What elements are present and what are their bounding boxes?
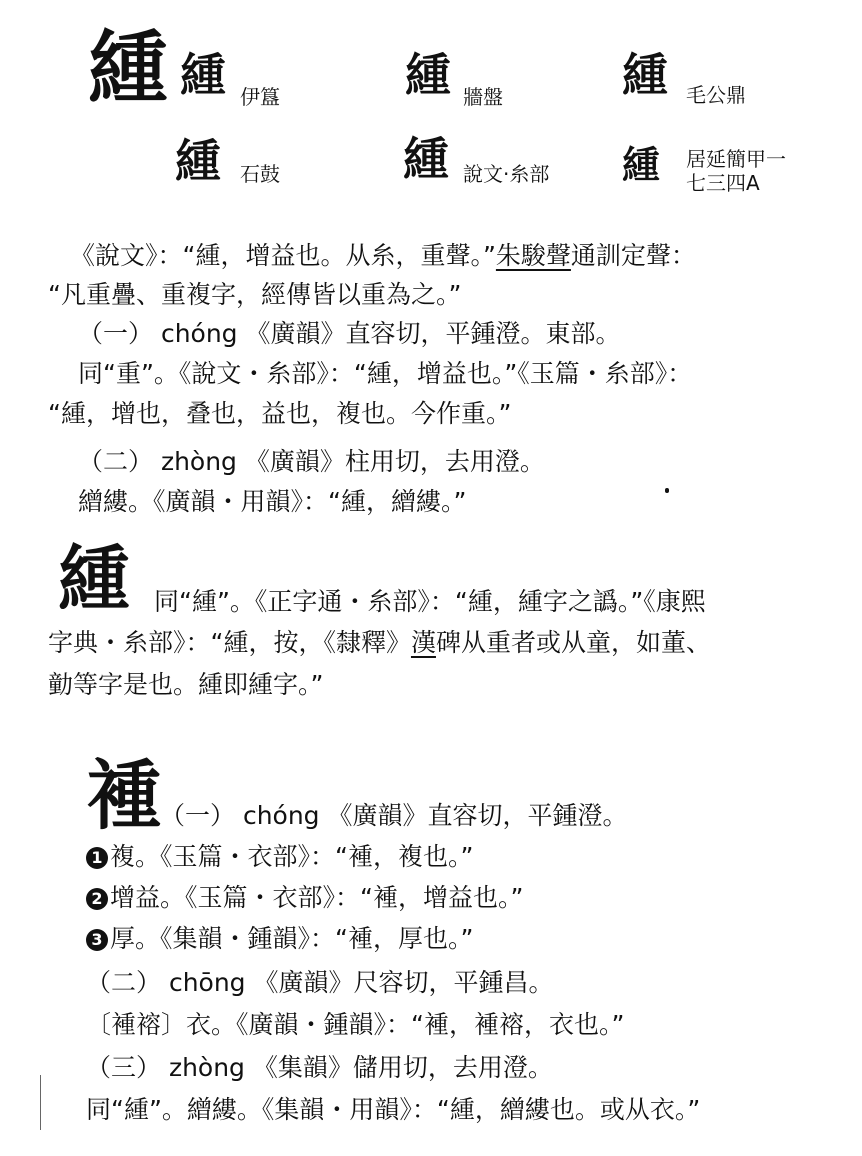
entry3-line-1: （一） chóng 《廣韻》直容切，平鍾澄。 [160, 801, 628, 830]
glyph-label-yigui: 伊簋 [240, 85, 280, 109]
speck [665, 488, 669, 493]
entry1-line-5: “緟，增也，叠也，益也，複也。今作重。” [48, 399, 512, 428]
glyph-label-shuowen: 說文·糸部 [463, 162, 550, 186]
sense-number-3: 3 [86, 929, 108, 951]
entry1-line-1-underlined-name: 朱駿聲 [495, 241, 571, 270]
entry2-line-3: 勭等字是也。緟即緟字。” [48, 670, 324, 699]
entry1-line-1 [70, 243, 696, 268]
glyph-yigui: 緟 [180, 48, 220, 102]
entry2-head-char: 緟 [58, 536, 131, 621]
entry3-line-2 [86, 844, 473, 869]
entry3-line-2-text: 複。《玉篇・衣部》：“褈，複也。” [110, 842, 474, 871]
sense-number-1: 1 [86, 847, 108, 869]
glyph-label-maogongding: 毛公鼎 [686, 83, 746, 107]
sense-number-2: 2 [86, 888, 108, 910]
entry3-line-3 [86, 885, 523, 910]
entry1-line-1c: 通訓定聲： [570, 241, 696, 270]
entry1-line-2: “凡重疊、重複字，經傳皆以重為之。” [48, 280, 462, 309]
glyph-maogongding: 緟 [622, 48, 662, 102]
glyph-label-shigu: 石鼓 [240, 162, 280, 186]
entry3-head-char: 褈 [86, 751, 162, 840]
glyph-label-qiangpan: 牆盤 [463, 85, 503, 109]
entry2-line-1: 同“緟”。《正字通・糸部》：“緟，緟字之譌。”《康熙 [154, 587, 706, 616]
entry3-line-3-text: 增益。《玉篇・衣部》：“褈，增益也。” [110, 883, 524, 912]
entry1-line-4: 同“重”。《說文・糸部》：“緟，增益也。”《玉篇・糸部》： [78, 359, 693, 388]
entry3-line-6: 〔褈褣〕衣。《廣韻・鍾韻》：“褈，褈褣，衣也。” [86, 1010, 625, 1039]
entry1-line-6: （二） zhòng 《廣韻》柱用切，去用澄。 [78, 447, 545, 476]
entry3-line-5: （二） chōng 《廣韻》尺容切，平鍾昌。 [86, 968, 554, 997]
entry3-line-4 [86, 926, 473, 951]
entry2-line-2c: 碑从重者或从童，如董、 [435, 628, 711, 657]
entry2-line-2-underlined: 漢 [410, 628, 436, 657]
entry3-line-8: 同“緟”。繒縷。《集韻・用韻》：“緟，繒縷也。或从衣。” [86, 1095, 701, 1124]
glyph-label-juyan-1: 居延簡甲一 [686, 147, 786, 171]
entry2-line-2 [48, 630, 711, 655]
scan-edge-line [40, 1075, 41, 1130]
entry3-line-7: （三） zhòng 《集韻》儲用切，去用澄。 [86, 1053, 553, 1082]
entry3-line-4-text: 厚。《集韻・鍾韻》：“褈，厚也。” [110, 924, 474, 953]
entry1-line-3: （一） chóng 《廣韻》直容切，平鍾澄。東部。 [78, 319, 621, 348]
glyph-qiangpan: 緟 [405, 48, 445, 102]
entry1-line-7: 繒縷。《廣韻・用韻》：“緟，繒縷。” [78, 487, 467, 516]
entry2-line-2a: 字典・糸部》：“緟，按，《隸釋》 [48, 628, 411, 657]
glyph-juyan: 緟 [622, 143, 655, 187]
entry1-head-char: 緟 [88, 21, 168, 115]
glyph-shuowen: 緟 [403, 132, 443, 186]
glyph-shigu: 緟 [175, 134, 215, 188]
glyph-label-juyan-2: 七三四A [686, 171, 760, 195]
entry1-line-1a: 《說文》：“緟，增益也。从糸，重聲。” [70, 241, 496, 270]
